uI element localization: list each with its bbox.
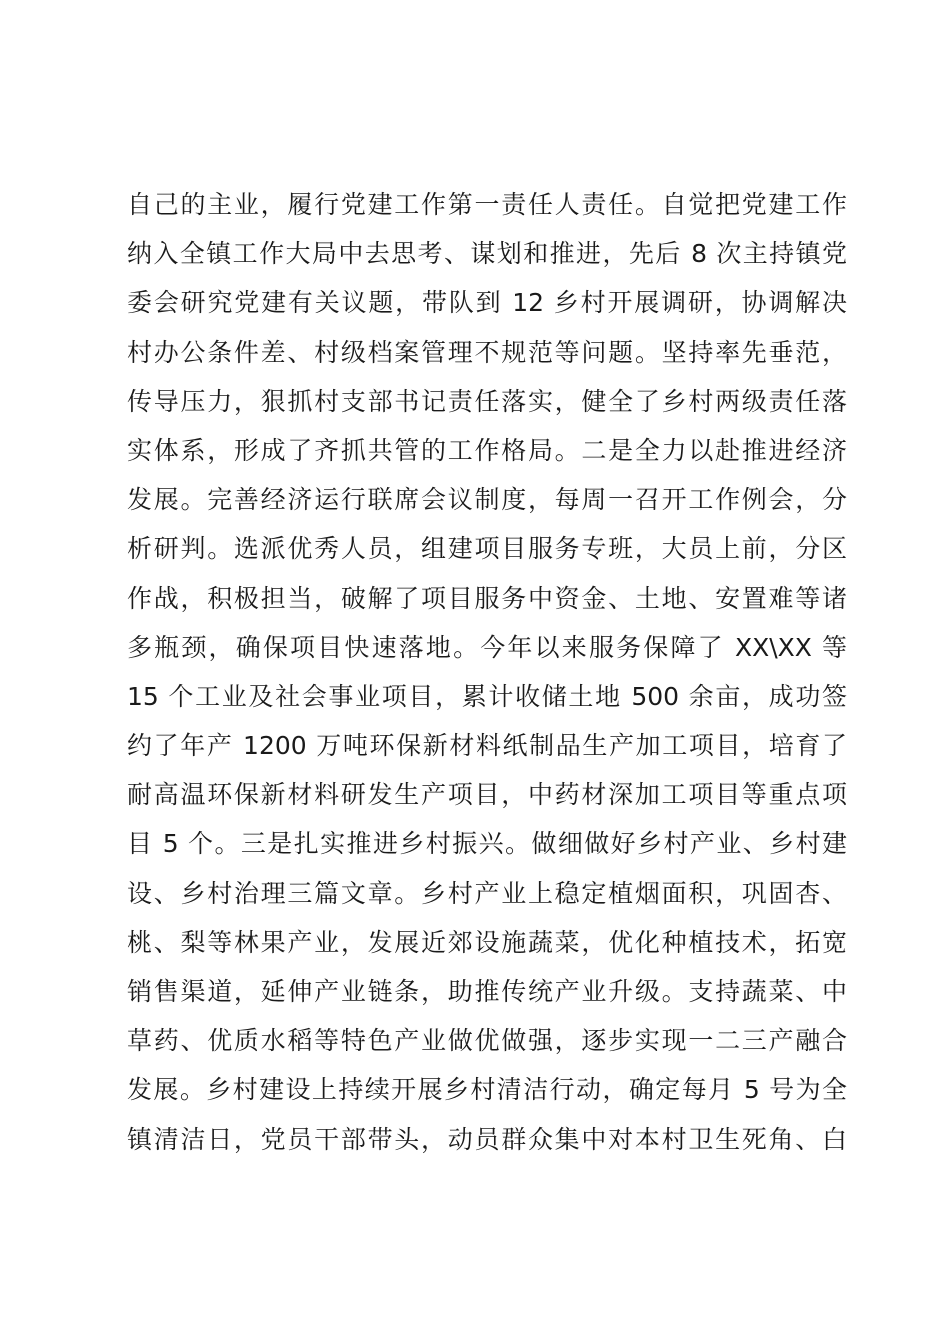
text-line-17: 销售渠道，延伸产业链条，助推传统产业升级。支持蔬菜、中 xyxy=(127,977,847,1006)
body-paragraph xyxy=(127,180,847,1164)
text-line-18: 草药、优质水稻等特色产业做优做强，逐步实现一二三产融合 xyxy=(127,1026,847,1056)
text-line-14: 目 5 个。三是扎实推进乡村振兴。做细做好乡村产业、乡村建 xyxy=(127,829,847,859)
text-line-3: 委会研究党建有关议题，带队到 12 乡村开展调研，协调解决 xyxy=(127,288,847,318)
text-line-7: 发展。完善经济运行联席会议制度，每周一召开工作例会，分 xyxy=(127,485,847,515)
text-line-20: 镇清洁日，党员干部带头，动员群众集中对本村卫生死角、白 xyxy=(127,1124,847,1154)
text-line-5: 传导压力，狠抓村支部书记责任落实，健全了乡村两级责任落 xyxy=(127,386,847,416)
text-line-6: 实体系，形成了齐抓共管的工作格局。二是全力以赴推进经济 xyxy=(127,435,847,465)
text-line-15: 设、乡村治理三篇文章。乡村产业上稳定植烟面积，巩固杏、 xyxy=(127,878,847,908)
text-line-19: 发展。乡村建设上持续开展乡村清洁行动，确定每月 5 号为全 xyxy=(127,1075,847,1105)
text-line-4: 村办公条件差、村级档案管理不规范等问题。坚持率先垂范， xyxy=(127,337,847,367)
text-line-11: 15 个工业及社会事业项目，累计收储土地 500 余亩，成功签 xyxy=(127,681,847,711)
text-line-8: 析研判。选派优秀人员，组建项目服务专班，大员上前，分区 xyxy=(127,534,847,564)
text-line-9: 作战，积极担当，破解了项目服务中资金、土地、安置难等诸 xyxy=(127,583,847,613)
text-line-13: 耐高温环保新材料研发生产项目，中药材深加工项目等重点项 xyxy=(127,780,847,810)
text-line-2: 纳入全镇工作大局中去思考、谋划和推进，先后 8 次主持镇党 xyxy=(127,239,847,269)
text-line-12: 约了年产 1200 万吨环保新材料纸制品生产加工项目，培育了 xyxy=(127,731,847,761)
text-line-1: 自己的主业，履行党建工作第一责任人责任。自觉把党建工作 xyxy=(127,190,847,219)
text-line-16: 桃、梨等林果产业，发展近郊设施蔬菜，优化种植技术，拓宽 xyxy=(127,927,847,957)
text-line-10: 多瓶颈，确保项目快速落地。今年以来服务保障了 XX\XX 等 xyxy=(127,632,847,662)
